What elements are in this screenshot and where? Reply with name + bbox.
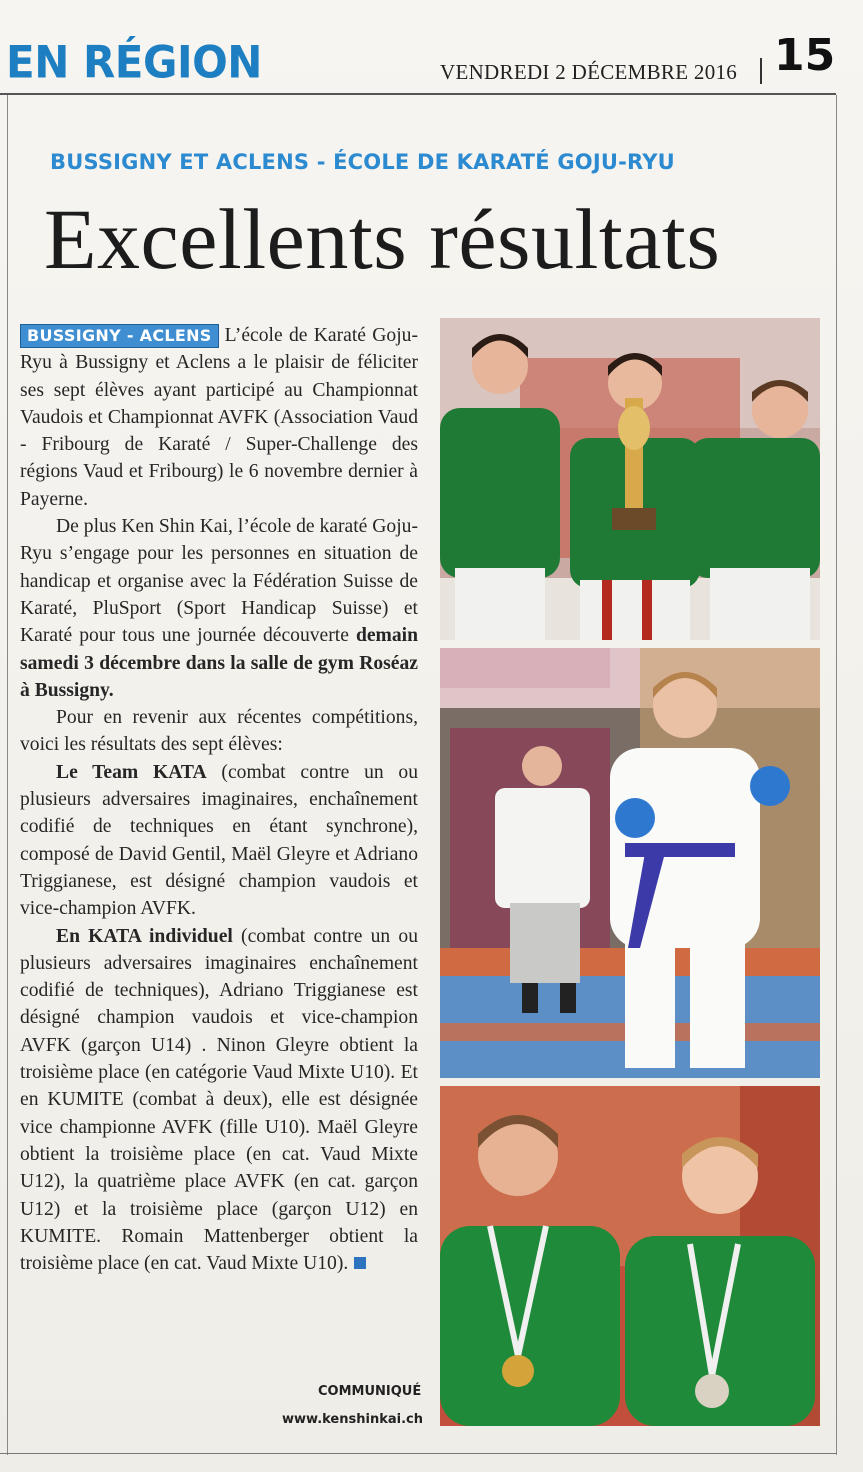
article-kicker: BUSSIGNY ET ACLENS - ÉCOLE DE KARATÉ GOJU-RYU xyxy=(50,150,675,174)
club-website: www.kenshinkai.ch xyxy=(282,1412,423,1427)
paragraph-intro-text: L’école de Karaté Goju-Ryu à Bussigny et Aclens a le plaisir de féliciter ses sept élèves ayant participé au Championnat Vaudois et Championnat AVFK (Association Vaud - Fribourg de Karaté / Super-Challenge des régions Vaud et Fribourg) le 6 novembre dernier à Payerne. xyxy=(20,325,418,510)
page-number: 15 xyxy=(774,30,836,81)
paragraph-handicap xyxy=(20,513,418,704)
header-separator xyxy=(760,58,762,84)
article-headline: Excellents résultats xyxy=(44,191,721,287)
photo-medal-winners xyxy=(440,1086,820,1426)
photo-kata-girl xyxy=(440,648,820,1078)
photo-team-trophy xyxy=(440,318,820,640)
paragraph-intro xyxy=(20,322,418,513)
paragraph-team-kata xyxy=(20,759,418,923)
end-of-article-square xyxy=(354,1257,366,1269)
article-body xyxy=(20,322,418,1277)
issue-date: VENDREDI 2 DÉCEMBRE 2016 xyxy=(440,60,738,84)
team-kata-label: Le Team KATA xyxy=(56,761,207,783)
section-name: EN RÉGION xyxy=(6,36,262,89)
article-credit: COMMUNIQUÉ xyxy=(318,1384,422,1399)
paragraph-individual-kata xyxy=(20,923,418,1278)
team-kata-text: (combat contre un ou plusieurs adversaires imaginaires, enchaînement codifié de techniques en étant synchrone), composé de David Gentil, Maël Gleyre et Adriano Triggianese, est désigné champion vaudois et vice-champion AVFK. xyxy=(20,761,418,920)
paragraph-results-intro: Pour en revenir aux récentes compétitions, voici les résultats des sept élèves: xyxy=(20,707,418,756)
paragraph-handicap-text: De plus Ken Shin Kai, l’école de karaté Goju-Ryu s’engage pour les personnes en situation de handicap et organise avec la Fédération Suisse de Karaté, PluSport (Sport Handicap Suisse) et Karaté pour tous une journée découverte xyxy=(20,516,418,647)
individual-kata-text: (combat contre un ou plusieurs adversaires imaginaires enchaînement codifié de techniques), Adriano Triggianese est désigné champion vaudois et vice-champion AVFK (garçon U14) . Ninon Gleyre obtient la troisième place (en catégorie Vaud Mixte U10). Et en KUMITE (combat à deux), elle est désignée vice championne AVFK (fille U10). Maël Gleyre obtient la troisième place (en cat. Vaud Mixte U12), la quatrième place AVFK (en cat. garçon U12) et la troisième place (garçon U12) en KUMITE. Romain Mattenberger obtient la troisième place (en cat. Vaud Mixte U10). xyxy=(20,925,418,1275)
footer-rule xyxy=(0,1453,836,1454)
paragraph-handicap-event: demain samedi 3 décembre dans la salle de gym Roséaz à Bussigny. xyxy=(20,625,418,701)
location-tag: BUSSIGNY - ACLENS xyxy=(20,324,219,348)
individual-kata-label: En KATA individuel xyxy=(56,925,233,947)
